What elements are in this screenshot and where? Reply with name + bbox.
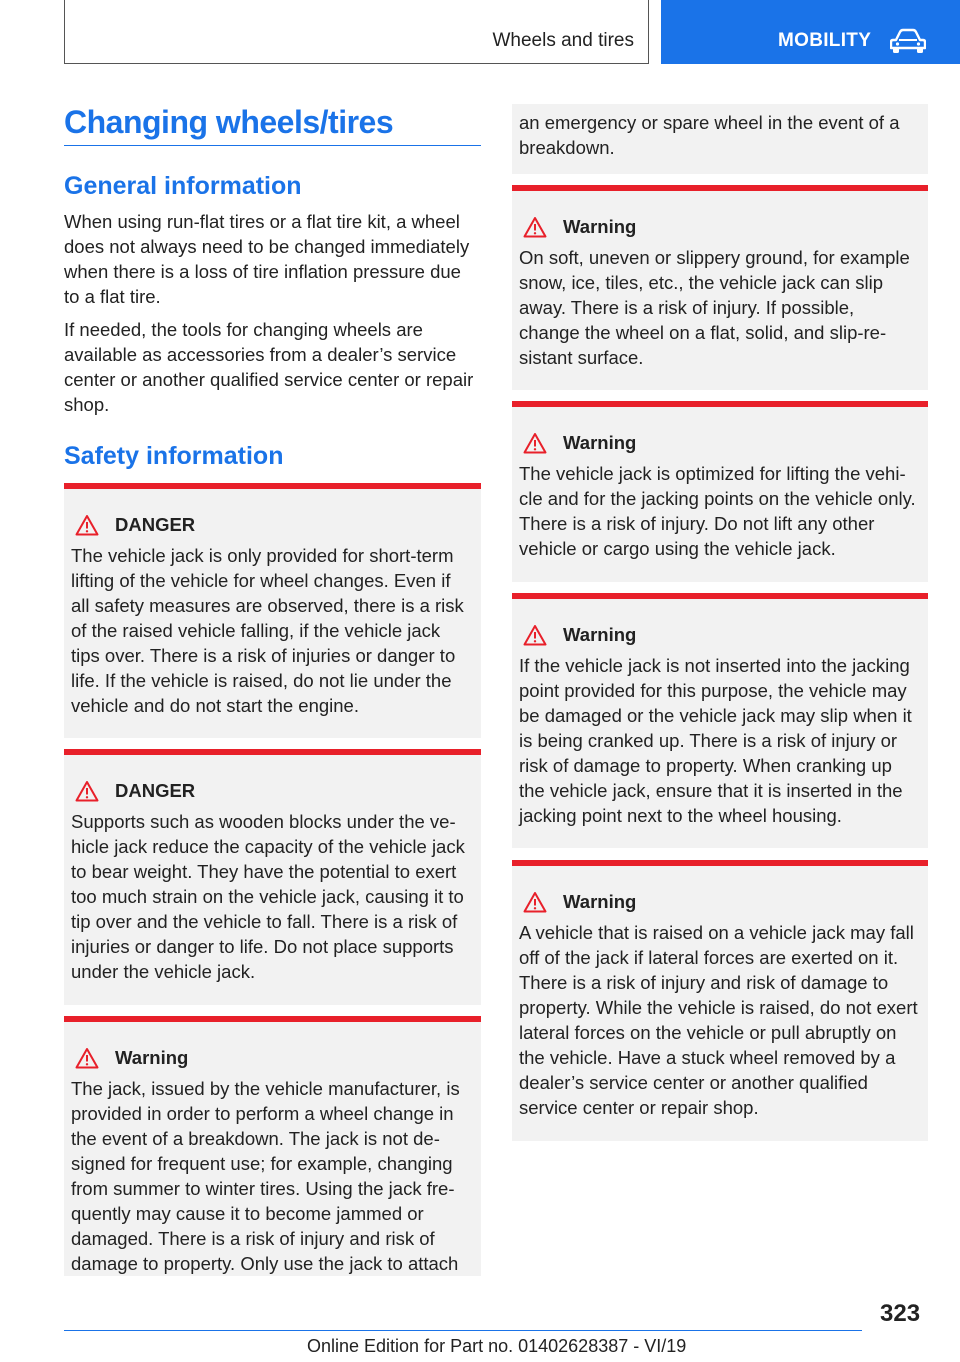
edition-text: Online Edition for Part no. 01402628387 - VI/19 xyxy=(307,1336,687,1356)
warning-triangle-icon xyxy=(75,780,99,802)
page-title: Changing wheels/tires xyxy=(64,104,394,140)
general-information-heading: General information xyxy=(64,172,302,200)
box-label: Warning xyxy=(563,432,637,453)
box-text: The jack, issued by the vehicle manufacturer, is provided in order to perform a wheel change in the event of a breakdown. The jack is not designed for frequent use; for example, changing from summer to winter tires. Using the jack frequently may cause it to become jammed or damaged. There is a risk of injury and risk of damage to property. Only use the jack to attach xyxy=(71,1078,460,1274)
title-divider xyxy=(64,145,481,146)
warning-triangle-icon xyxy=(75,1047,99,1069)
warning-triangle-icon xyxy=(523,624,547,646)
car-icon xyxy=(890,28,926,54)
warning-box xyxy=(512,401,928,582)
warning-triangle-icon xyxy=(523,891,547,913)
box-label: Warning xyxy=(563,891,637,912)
box-text: A vehicle that is raised on a vehicle jack may fall off of the jack if lateral forces are exerted on it. There is a risk of injury and risk of damage to property. While the vehicle is raised, do not exert lateral forces on the vehicle or pull abruptly on the vehicle. Have a stuck wheel removed by a dealer’s service center or another qualified service center or repair shop. xyxy=(519,922,918,1118)
section-title: Wheels and tires xyxy=(492,30,634,51)
warning-box xyxy=(512,593,928,848)
general-paragraph-1: When using run-flat tires or a flat tire kit, a wheel does not always need to be changed immediately when there is a loss of tire inflation pressure due to a flat tire. xyxy=(64,211,470,307)
box-label: Warning xyxy=(563,624,637,645)
chapter-title: MOBILITY xyxy=(778,30,872,51)
general-paragraph-2: If needed, the tools for changing wheels are available as accessories from a dealer’s service center or another qualified service center or repair shop. xyxy=(64,319,474,415)
box-text: Supports such as wooden blocks under the vehicle jack reduce the capacity of the vehicle jack to bear weight. They have the potential to exert too much strain on the vehicle jack, causing it to tip over and the vehicle to fall. There is a risk of injuries or danger to life. Do not place supports under the vehicle jack. xyxy=(71,811,465,982)
box-text: The vehicle jack is optimized for lifting the vehicle and for the jacking points on the vehicle only. There is a risk of injury. Do not lift any other vehicle or cargo using the vehicle jack. xyxy=(519,463,916,559)
warning-box xyxy=(512,185,928,390)
chapter-tab xyxy=(661,0,960,64)
danger-box xyxy=(64,749,481,1005)
header-section-box xyxy=(64,0,649,64)
box-label: Warning xyxy=(115,1047,189,1068)
box-text: The vehicle jack is only provided for short-term lifting of the vehicle for wheel changes. Even if all safety measures are observed, there is a risk of the raised vehicle falling, if the vehicle jack tips over. There is a risk of injuries or danger to life. If the vehicle is raised, do not lie under the vehicle and do not start the engine. xyxy=(71,545,464,716)
footer-divider xyxy=(64,1330,862,1331)
warning-box xyxy=(64,1016,481,1276)
box-text: On soft, uneven or slippery ground, for example snow, ice, tiles, etc., the vehicle jack can slip away. There is a risk of injury. If possible, change the wheel on a flat, solid, and slip-resistant surface. xyxy=(519,247,910,368)
page-number: 323 xyxy=(880,1300,921,1327)
box-text: If the vehicle jack is not inserted into the jacking point provided for this purpose, the vehicle may be damaged or the vehicle jack may slip when it is being cranked up. There is a risk of injury or risk of damage to property. When cranking up the vehicle jack, ensure that it is inserted in the jacking point next to the wheel housing. xyxy=(519,655,912,826)
warning-triangle-icon xyxy=(75,514,99,536)
box-label: DANGER xyxy=(115,780,196,801)
warning-triangle-icon xyxy=(523,216,547,238)
warning-box-continued xyxy=(512,104,928,174)
safety-information-heading: Safety information xyxy=(64,442,284,470)
danger-box xyxy=(64,483,481,738)
warning-triangle-icon xyxy=(523,432,547,454)
box-text: an emergency or spare wheel in the event of a breakdown. xyxy=(519,112,900,158)
box-label: Warning xyxy=(563,216,637,237)
warning-box xyxy=(512,860,928,1141)
box-label: DANGER xyxy=(115,514,196,535)
